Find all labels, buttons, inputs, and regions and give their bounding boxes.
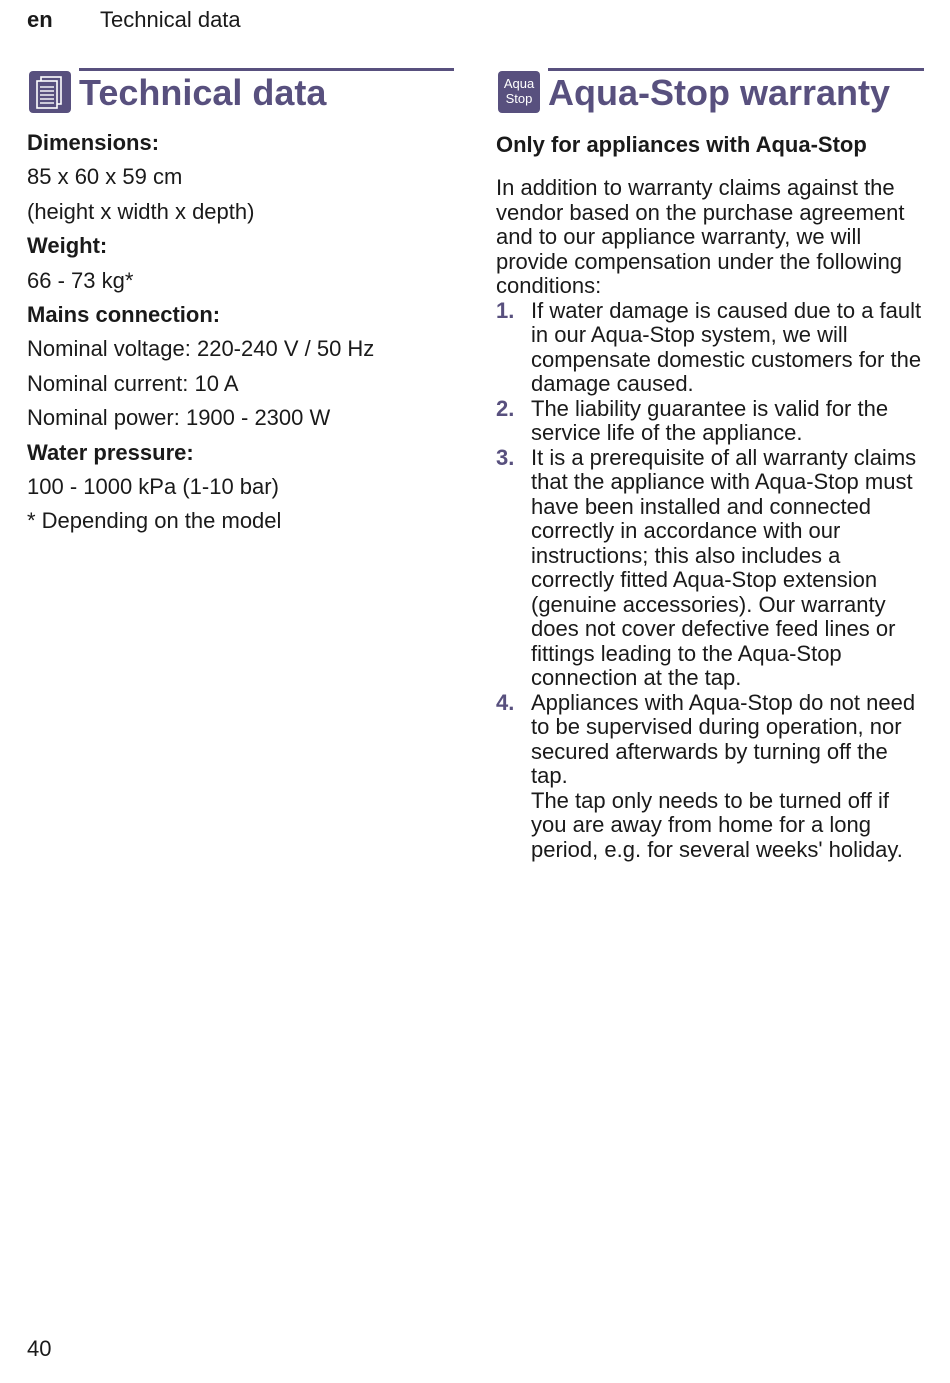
heading-rule (548, 68, 924, 71)
list-item-text: Appliances with Aqua-Stop do not need to be supervised during operation, nor secured afterwards by turning off the tap. (531, 689, 916, 788)
technical-data-section (27, 68, 454, 539)
language-code: en (27, 7, 53, 32)
document-list-icon (29, 71, 71, 113)
nominal-power: Nominal power: 1900 - 2300 W (27, 405, 331, 431)
technical-data-title: Technical data (79, 72, 327, 113)
header-section-title: Technical data (100, 7, 241, 32)
mains-connection-label: Mains connection: (27, 301, 221, 327)
dimensions-label: Dimensions: (27, 130, 160, 155)
page-header (27, 7, 241, 33)
aqua-stop-intro: In addition to warranty claims against the vendor based on the purchase agreement and to our appliance warranty, we will provide compensation under the following conditions: (496, 175, 905, 298)
aqua-stop-section (496, 68, 924, 862)
weight-value: 66 - 73 kg* (27, 267, 134, 293)
heading-rule (79, 68, 454, 71)
list-item-number: 1. (496, 297, 515, 323)
list-item-text: The liability guarantee is valid for the service life of the appliance. (531, 395, 889, 445)
nominal-voltage: Nominal voltage: 220-240 V / 50 Hz (27, 336, 375, 362)
dimensions-note: (height x width x depth) (27, 198, 255, 224)
list-item (496, 691, 924, 863)
aqua-stop-icon-line2: Stop (505, 91, 533, 106)
list-item-text: If water damage is caused due to a fault in our Aqua-Stop system, we will compensate domestic customers for the damage caused. (531, 297, 922, 396)
list-item-text: It is a prerequisite of all warranty claims that the appliance with Aqua-Stop must have been installed and connected correctly in accordance with our instructions; this also includes a correctly fitted Aqua-Stop extension (genuine accessories). Our warranty does not cover defective feed lines or fittings leading to the Aqua-Stop connection at the tap. (531, 444, 917, 690)
aqua-stop-heading (496, 68, 924, 116)
model-footnote: * Depending on the model (27, 508, 282, 534)
water-pressure-value: 100 - 1000 kPa (1-10 bar) (27, 473, 279, 499)
technical-data-heading (27, 68, 454, 116)
dimensions-value: 85 x 60 x 59 cm (27, 164, 183, 190)
water-pressure-label: Water pressure: (27, 439, 194, 465)
list-item (496, 299, 924, 397)
list-item (496, 446, 924, 691)
list-item-extra-text: The tap only needs to be turned off if you are away from home for a long period, e.g. for several weeks' holiday. (531, 787, 903, 862)
list-item-number: 3. (496, 444, 515, 470)
aqua-stop-body (496, 130, 924, 862)
aqua-stop-title: Aqua-Stop warranty (548, 72, 891, 113)
technical-data-list (27, 126, 454, 539)
list-item (496, 397, 924, 446)
aqua-stop-icon-line1: Aqua (503, 76, 535, 91)
aqua-stop-subtitle: Only for appliances with Aqua-Stop (496, 132, 867, 157)
weight-label: Weight: (27, 233, 108, 259)
list-item-number: 4. (496, 689, 515, 715)
nominal-current: Nominal current: 10 A (27, 370, 239, 396)
warranty-conditions-list (496, 299, 924, 863)
aqua-stop-icon (498, 71, 540, 113)
page-number: 40 (27, 1336, 52, 1361)
list-item-number: 2. (496, 395, 515, 421)
